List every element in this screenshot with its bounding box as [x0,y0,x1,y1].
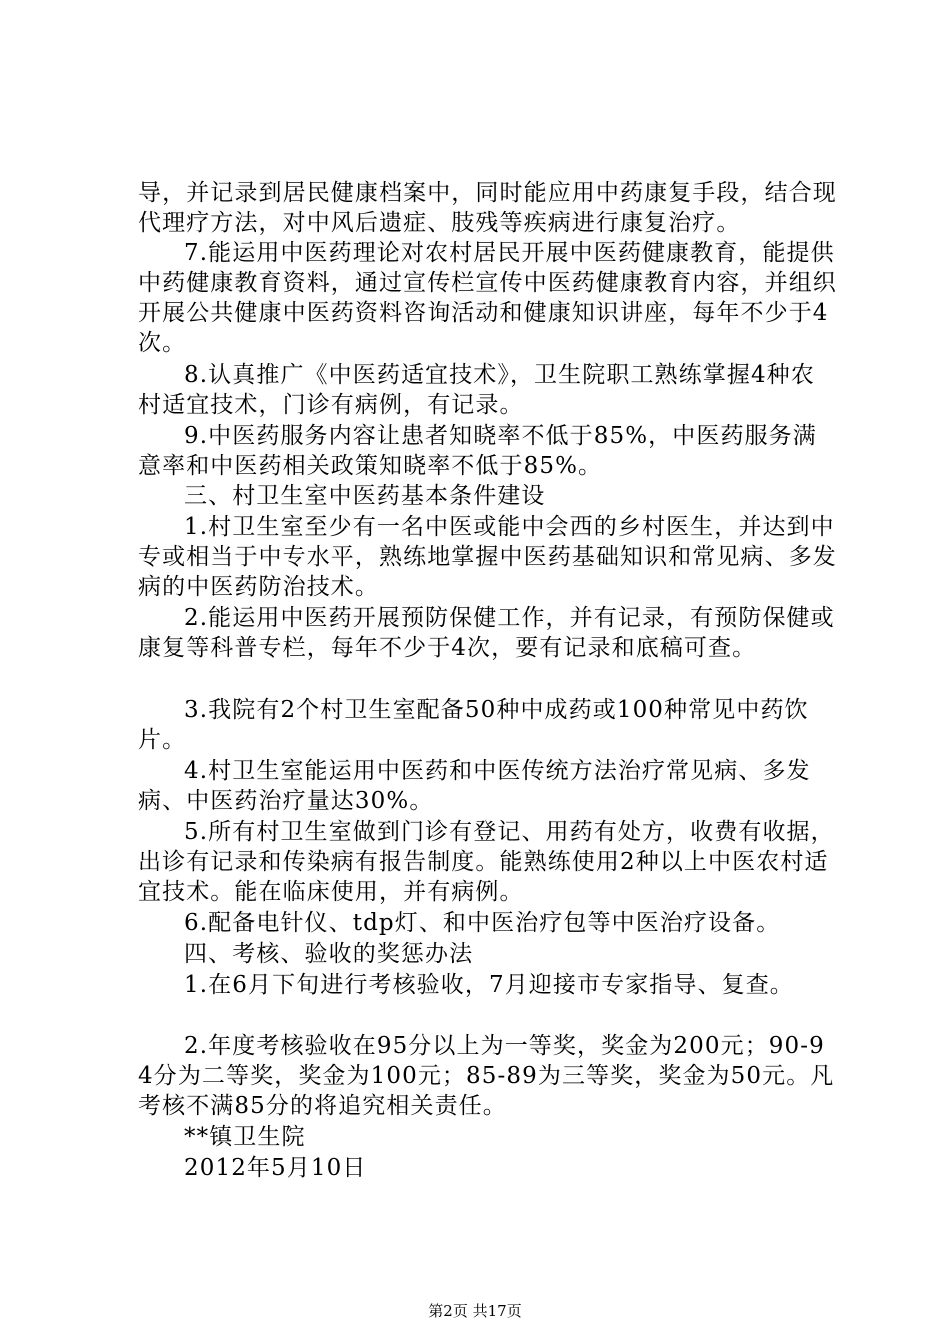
paragraph-item-4: 4.村卫生室能运用中医药和中医传统方法治疗常见病、多发病、中医药治疗量达30%。 [138,758,811,814]
paragraph-item-1: 1.村卫生室至少有一名中医或能中会西的乡村医生，并达到中专或相当于中专水平，熟练地掌握中医药基础知识和常见病、多发病的中医药防治技术。 [138,514,837,600]
paragraph-award-2: 2.年度考核验收在95分以上为一等奖，奖金为200元；90-94分为二等奖，奖金为100元；85-89为三等奖，奖金为50元。凡考核不满85分的将追究相关责任。 [138,1033,835,1119]
paragraph-item-7: 7.能运用中医药理论对农村居民开展中医药健康教育，能提供中药健康教育资料，通过宣传栏宣传中医药健康教育内容，并组织开展公共健康中医药资料咨询活动和健康知识讲座，每年不少于4次。 [138,240,837,356]
paragraph-item-8: 8.认真推广《中医药适宜技术》，卫生院职工熟练掌握4种农村适宜技术，门诊有病例，有记录。 [138,362,815,418]
page-number-footer: 第2页 共17页 [428,1302,522,1320]
section-heading-4: 四、考核、验收的奖惩办法 [184,941,474,967]
paragraph-award-1: 1.在6月下旬进行考核验收，7月迎接市专家指导、复查。 [184,972,794,998]
section-heading-3: 三、村卫生室中医药基本条件建设 [184,483,546,509]
signature-date: 2012年5月10日 [184,1155,367,1181]
paragraph-item-6: 6.配备电针仪、tdp灯、和中医治疗包等中医治疗设备。 [184,910,781,936]
signature-organization: **镇卫生院 [184,1124,306,1150]
paragraph-item-5: 5.所有村卫生室做到门诊有登记、用药有处方，收费有收据，出诊有记录和传染病有报告制度。能熟练使用2种以上中医农村适宜技术。能在临床使用，并有病例。 [138,819,835,905]
paragraph-item-9: 9.中医药服务内容让患者知晓率不低于85%，中医药服务满意率和中医药相关政策知晓率不低于85%。 [138,423,817,479]
paragraph-continuation: 导，并记录到居民健康档案中，同时能应用中药康复手段，结合现代理疗方法，对中风后遗症、肢残等疾病进行康复治疗。 [138,180,837,236]
paragraph-item-3: 3.我院有2个村卫生室配备50种中成药或100种常见中药饮片。 [138,697,809,753]
paragraph-item-2: 2.能运用中医药开展预防保健工作，并有记录，有预防保健或康复等科普专栏，每年不少于4次，要有记录和底稿可查。 [138,605,835,661]
